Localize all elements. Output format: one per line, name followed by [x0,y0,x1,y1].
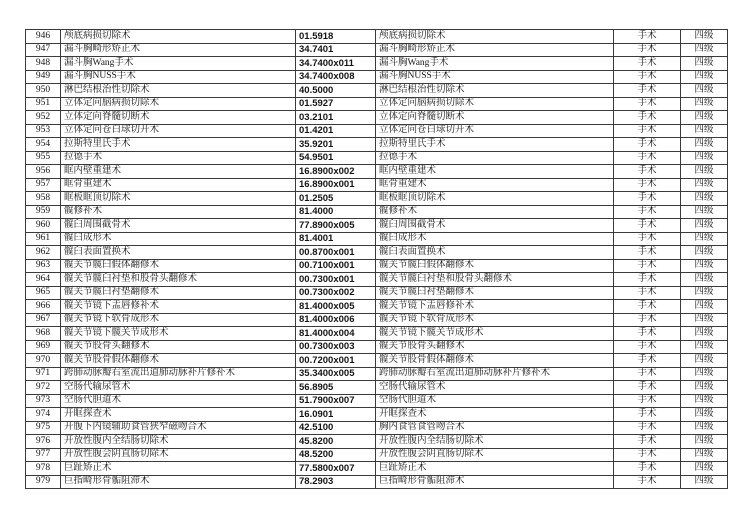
procedure-code-cell: 54.9501 [296,151,376,165]
procedure-name-cell: 髋臼周围截骨术 [61,219,296,233]
procedure-name-cell: 漏斗胸畸形矫正术 [61,43,296,57]
table-row [26,43,728,57]
category-cell: 手术 [614,462,681,476]
category-cell: 手术 [614,354,681,368]
procedure-code-cell: 77.8900x005 [296,219,376,233]
level-cell: 四级 [681,70,728,84]
procedure-name-cell: 漏斗胸Wang手术 [61,57,296,71]
procedure-name-cell: 髋关节髋臼衬垫和股骨头翻修术 [61,273,296,287]
procedure-code-cell: 01.5927 [296,97,376,111]
row-number-cell: 968 [26,327,61,341]
row-number-cell: 964 [26,273,61,287]
level-cell: 四级 [681,30,728,44]
category-cell: 手术 [614,232,681,246]
table-row [26,408,728,422]
procedure-name-alt-cell: 漏斗胸NUSS手术 [376,70,614,84]
row-number-cell: 960 [26,219,61,233]
level-cell: 四级 [681,286,728,300]
row-number-cell: 952 [26,111,61,125]
table-row [26,84,728,98]
table-row [26,273,728,287]
procedure-name-alt-cell: 开放性腹内全结肠切除术 [376,435,614,449]
procedure-name-cell: 髋关节髋臼假体翻修术 [61,259,296,273]
table-row [26,435,728,449]
procedure-code-cell: 81.4000x006 [296,313,376,327]
row-number-cell: 949 [26,70,61,84]
category-cell: 手术 [614,313,681,327]
level-cell: 四级 [681,340,728,354]
category-cell: 手术 [614,111,681,125]
table-row [26,327,728,341]
row-number-cell: 953 [26,124,61,138]
level-cell: 四级 [681,381,728,395]
level-cell: 四级 [681,124,728,138]
procedure-name-alt-cell: 髋关节镜下软骨成形术 [376,313,614,327]
level-cell: 四级 [681,354,728,368]
category-cell: 手术 [614,138,681,152]
procedure-code-cell: 00.7200x001 [296,354,376,368]
procedure-name-cell: 髋修补术 [61,205,296,219]
procedure-name-alt-cell: 髋臼表面置换术 [376,246,614,260]
procedure-name-cell: 拉斯特里氏手术 [61,138,296,152]
row-number-cell: 957 [26,178,61,192]
row-number-cell: 976 [26,435,61,449]
procedure-name-alt-cell: 髋臼周围截骨术 [376,219,614,233]
table-row [26,111,728,125]
row-number-cell: 966 [26,300,61,314]
category-cell: 手术 [614,475,681,489]
table-row [26,367,728,381]
procedure-code-cell: 35.3400x005 [296,367,376,381]
procedure-name-cell: 巨指畸形骨骺阻滞术 [61,475,296,489]
table-row [26,381,728,395]
procedure-name-alt-cell: 髋臼成形术 [376,232,614,246]
level-cell: 四级 [681,97,728,111]
procedure-name-cell: 髋臼表面置换术 [61,246,296,260]
row-number-cell: 979 [26,475,61,489]
procedure-name-alt-cell: 髋关节股骨假体翻修术 [376,354,614,368]
procedure-code-cell: 01.5918 [296,30,376,44]
procedure-name-cell: 漏斗胸NUSS手术 [61,70,296,84]
table-row [26,313,728,327]
table-row [26,30,728,44]
procedure-name-cell: 髋关节镜下髋关节成形术 [61,327,296,341]
procedure-name-alt-cell: 髋关节镜下盂唇修补术 [376,300,614,314]
level-cell: 四级 [681,367,728,381]
row-number-cell: 965 [26,286,61,300]
procedure-name-cell: 髋臼成形术 [61,232,296,246]
level-cell: 四级 [681,273,728,287]
procedure-name-cell: 眶骨重建术 [61,178,296,192]
procedure-name-alt-cell: 髋关节髋臼衬垫和股骨头翻修术 [376,273,614,287]
category-cell: 手术 [614,70,681,84]
procedure-name-alt-cell: 颅底病损切除术 [376,30,614,44]
procedure-name-alt-cell: 眶板眶顶切除术 [376,192,614,206]
procedure-grading-table [25,29,728,489]
level-cell: 四级 [681,408,728,422]
row-number-cell: 970 [26,354,61,368]
row-number-cell: 951 [26,97,61,111]
table-row [26,151,728,165]
procedure-code-cell: 81.4000x004 [296,327,376,341]
level-cell: 四级 [681,421,728,435]
procedure-name-alt-cell: 胸内食管食管吻合术 [376,421,614,435]
level-cell: 四级 [681,43,728,57]
level-cell: 四级 [681,327,728,341]
procedure-name-cell: 巨趾矫正术 [61,462,296,476]
category-cell: 手术 [614,151,681,165]
category-cell: 手术 [614,435,681,449]
procedure-name-alt-cell: 立体定向脑病损切除术 [376,97,614,111]
procedure-name-alt-cell: 拉德手术 [376,151,614,165]
row-number-cell: 975 [26,421,61,435]
procedure-code-cell: 81.4001 [296,232,376,246]
procedure-code-cell: 81.4000 [296,205,376,219]
category-cell: 手术 [614,286,681,300]
row-number-cell: 955 [26,151,61,165]
table-row [26,286,728,300]
procedure-code-cell: 16.8900x002 [296,165,376,179]
level-cell: 四级 [681,246,728,260]
category-cell: 手术 [614,381,681,395]
procedure-name-alt-cell: 髋关节髋臼衬垫翻修术 [376,286,614,300]
level-cell: 四级 [681,448,728,462]
row-number-cell: 959 [26,205,61,219]
procedure-name-alt-cell: 开眶探查术 [376,408,614,422]
table-row [26,205,728,219]
level-cell: 四级 [681,259,728,273]
procedure-code-cell: 16.0901 [296,408,376,422]
level-cell: 四级 [681,435,728,449]
procedure-code-cell: 34.7400x011 [296,57,376,71]
row-number-cell: 946 [26,30,61,44]
procedure-name-alt-cell: 淋巴结根治性切除术 [376,84,614,98]
procedure-name-alt-cell: 开放性腹会阴直肠切除术 [376,448,614,462]
category-cell: 手术 [614,367,681,381]
category-cell: 手术 [614,300,681,314]
procedure-name-cell: 髋关节股骨头翻修术 [61,340,296,354]
category-cell: 手术 [614,43,681,57]
table-row [26,394,728,408]
procedure-name-alt-cell: 眶内壁重建术 [376,165,614,179]
procedure-code-cell: 35.9201 [296,138,376,152]
procedure-name-cell: 开放性腹会阴直肠切除术 [61,448,296,462]
level-cell: 四级 [681,394,728,408]
procedure-code-cell: 00.7300x001 [296,273,376,287]
row-number-cell: 956 [26,165,61,179]
procedure-code-cell: 77.5800x007 [296,462,376,476]
row-number-cell: 958 [26,192,61,206]
procedure-code-cell: 01.4201 [296,124,376,138]
procedure-name-alt-cell: 髋关节股骨头翻修术 [376,340,614,354]
procedure-code-cell: 34.7401 [296,43,376,57]
table-row [26,300,728,314]
level-cell: 四级 [681,205,728,219]
procedure-name-alt-cell: 眶骨重建术 [376,178,614,192]
level-cell: 四级 [681,475,728,489]
procedure-name-cell: 眶内壁重建术 [61,165,296,179]
category-cell: 手术 [614,219,681,233]
table-row [26,97,728,111]
procedure-name-cell: 立体定向苍白球切开术 [61,124,296,138]
row-number-cell: 961 [26,232,61,246]
category-cell: 手术 [614,340,681,354]
table-row [26,178,728,192]
procedure-code-cell: 34.7400x008 [296,70,376,84]
procedure-code-cell: 56.8905 [296,381,376,395]
procedure-name-alt-cell: 漏斗胸Wang手术 [376,57,614,71]
table-row [26,448,728,462]
row-number-cell: 963 [26,259,61,273]
table-row [26,138,728,152]
procedure-name-cell: 髋关节股骨假体翻修术 [61,354,296,368]
procedure-name-cell: 髋关节镜下盂唇修补术 [61,300,296,314]
procedure-code-cell: 00.7100x001 [296,259,376,273]
table-row [26,232,728,246]
procedure-code-cell: 16.8900x001 [296,178,376,192]
procedure-name-cell: 颅底病损切除术 [61,30,296,44]
procedure-code-cell: 78.2903 [296,475,376,489]
level-cell: 四级 [681,219,728,233]
procedure-code-cell: 00.7300x003 [296,340,376,354]
procedure-code-cell: 45.8200 [296,435,376,449]
category-cell: 手术 [614,327,681,341]
row-number-cell: 969 [26,340,61,354]
procedure-name-cell: 立体定向脑病损切除术 [61,97,296,111]
row-number-cell: 954 [26,138,61,152]
row-number-cell: 971 [26,367,61,381]
procedure-name-cell: 空肠代输尿管术 [61,381,296,395]
level-cell: 四级 [681,151,728,165]
procedure-name-alt-cell: 立体定向苍白球切开术 [376,124,614,138]
procedure-code-cell: 00.8700x001 [296,246,376,260]
procedure-code-cell: 00.7300x002 [296,286,376,300]
table-row [26,192,728,206]
level-cell: 四级 [681,178,728,192]
table-row [26,124,728,138]
row-number-cell: 948 [26,57,61,71]
row-number-cell: 947 [26,43,61,57]
procedure-name-alt-cell: 髋关节镜下髋关节成形术 [376,327,614,341]
category-cell: 手术 [614,259,681,273]
level-cell: 四级 [681,300,728,314]
table-row [26,57,728,71]
category-cell: 手术 [614,408,681,422]
row-number-cell: 962 [26,246,61,260]
category-cell: 手术 [614,273,681,287]
procedure-name-alt-cell: 立体定向脊髓切断术 [376,111,614,125]
level-cell: 四级 [681,462,728,476]
category-cell: 手术 [614,97,681,111]
table-row [26,219,728,233]
procedure-name-alt-cell: 巨指畸形骨骺阻滞术 [376,475,614,489]
row-number-cell: 950 [26,84,61,98]
procedure-name-cell: 髋关节髋臼衬垫翻修术 [61,286,296,300]
procedure-code-cell: 03.2101 [296,111,376,125]
table-row [26,340,728,354]
category-cell: 手术 [614,421,681,435]
level-cell: 四级 [681,111,728,125]
procedure-table-body [26,30,728,489]
procedure-name-alt-cell: 漏斗胸畸形矫正术 [376,43,614,57]
level-cell: 四级 [681,165,728,179]
procedure-name-cell: 空肠代胆道术 [61,394,296,408]
procedure-name-alt-cell: 跨肺动脉瓣右室流出道肺动脉补片修补术 [376,367,614,381]
table-row [26,421,728,435]
category-cell: 手术 [614,394,681,408]
category-cell: 手术 [614,84,681,98]
table-row [26,70,728,84]
procedure-code-cell: 42.5100 [296,421,376,435]
procedure-name-alt-cell: 空肠代输尿管术 [376,381,614,395]
table-row [26,475,728,489]
category-cell: 手术 [614,165,681,179]
category-cell: 手术 [614,30,681,44]
category-cell: 手术 [614,205,681,219]
level-cell: 四级 [681,313,728,327]
procedure-name-cell: 开放性腹内全结肠切除术 [61,435,296,449]
level-cell: 四级 [681,192,728,206]
row-number-cell: 967 [26,313,61,327]
table-row [26,246,728,260]
procedure-name-cell: 髋关节镜下软骨成形术 [61,313,296,327]
procedure-code-cell: 01.2505 [296,192,376,206]
row-number-cell: 973 [26,394,61,408]
procedure-code-cell: 81.4000x005 [296,300,376,314]
procedure-name-cell: 跨肺动脉瓣右室流出道肺动脉补片修补术 [61,367,296,381]
level-cell: 四级 [681,57,728,71]
category-cell: 手术 [614,124,681,138]
category-cell: 手术 [614,448,681,462]
procedure-name-cell: 开眶探查术 [61,408,296,422]
procedure-name-cell: 开腹下内镜辅助食管狭窄磁吻合术 [61,421,296,435]
procedure-name-cell: 眶板眶顶切除术 [61,192,296,206]
row-number-cell: 974 [26,408,61,422]
table-row [26,165,728,179]
table-row [26,354,728,368]
level-cell: 四级 [681,138,728,152]
level-cell: 四级 [681,232,728,246]
category-cell: 手术 [614,192,681,206]
table-row [26,462,728,476]
procedure-name-alt-cell: 巨趾矫正术 [376,462,614,476]
row-number-cell: 972 [26,381,61,395]
procedure-code-cell: 51.7900x007 [296,394,376,408]
category-cell: 手术 [614,246,681,260]
procedure-name-cell: 立体定向脊髓切断术 [61,111,296,125]
table-row [26,259,728,273]
procedure-name-alt-cell: 拉斯特里氏手术 [376,138,614,152]
procedure-code-cell: 40.5000 [296,84,376,98]
row-number-cell: 977 [26,448,61,462]
procedure-name-cell: 淋巴结根治性切除术 [61,84,296,98]
procedure-name-alt-cell: 髋修补术 [376,205,614,219]
row-number-cell: 978 [26,462,61,476]
procedure-name-alt-cell: 髋关节髋臼假体翻修术 [376,259,614,273]
category-cell: 手术 [614,178,681,192]
level-cell: 四级 [681,84,728,98]
category-cell: 手术 [614,57,681,71]
procedure-code-cell: 48.5200 [296,448,376,462]
procedure-name-cell: 拉德手术 [61,151,296,165]
procedure-name-alt-cell: 空肠代胆道术 [376,394,614,408]
